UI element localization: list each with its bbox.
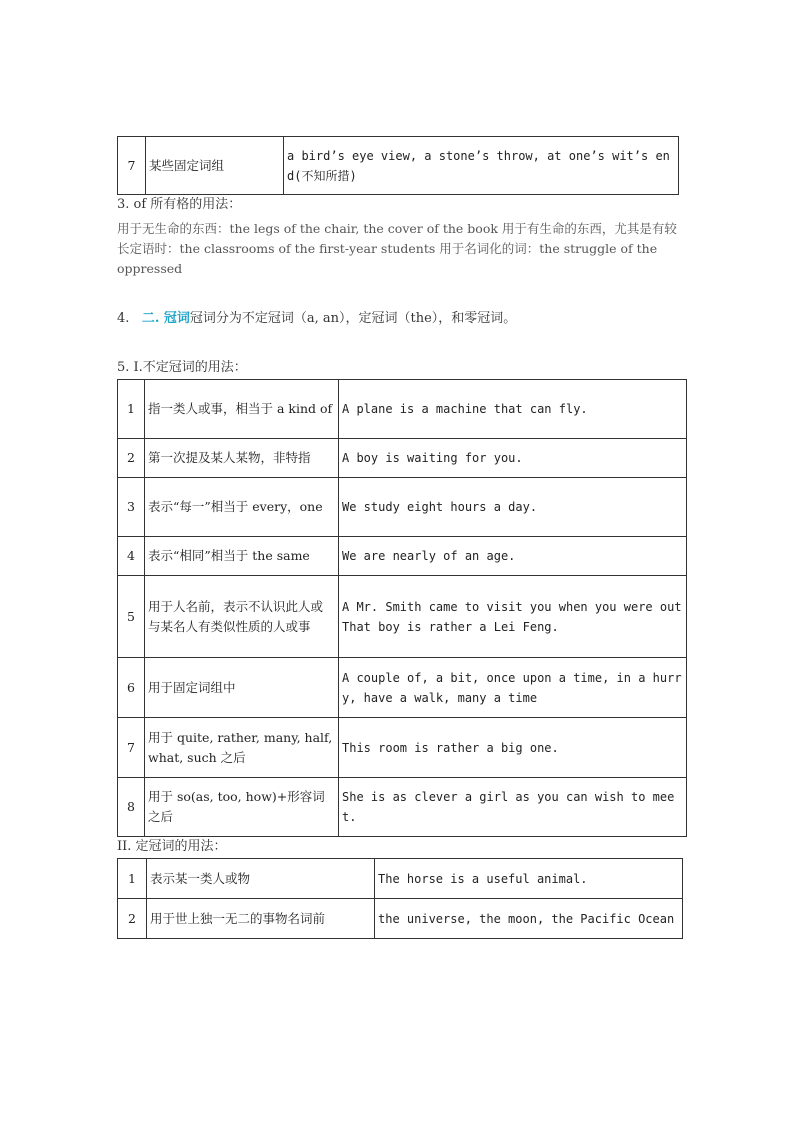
example-cell: A couple of, a bit, once upon a time, in a hurry, have a walk, many a time — [339, 658, 687, 718]
section-3-body: 用于无生命的东西：the legs of the chair, the cover of the book 用于有生命的东西，尤其是有较长定语时：the classrooms of the first-year students 用于名词化的词：the struggle of the oppressed — [117, 221, 677, 276]
definite-article-table — [117, 858, 683, 939]
table-row — [118, 658, 687, 718]
table-row — [118, 380, 687, 439]
table-row — [118, 899, 683, 939]
example-cell: a bird’s eye view, a stone’s throw, at one’s wit’s end(不知所措) — [284, 137, 679, 195]
row-number: 5 — [118, 576, 145, 658]
table-row — [118, 439, 687, 478]
table-row — [118, 478, 687, 537]
example-cell: We study eight hours a day. — [339, 478, 687, 537]
section-4-rest: 冠词分为不定冠词（a, an），定冠词（the），和零冠词。 — [189, 311, 517, 326]
usage-cell: 指一类人或事，相当于 a kind of — [145, 380, 339, 439]
usage-cell: 用于固定词组中 — [145, 658, 339, 718]
table-row — [118, 778, 687, 837]
usage-cell: 用于人名前，表示不认识此人或与某名人有类似性质的人或事 — [145, 576, 339, 658]
usage-cell: 表示“相同”相当于 the same — [145, 537, 339, 576]
usage-cell: 用于世上独一无二的事物名词前 — [147, 899, 375, 939]
usage-cell: 某些固定词组 — [146, 137, 284, 195]
row-number: 8 — [118, 778, 145, 837]
row-number: 4 — [118, 537, 145, 576]
section-4-highlight: 二. 冠词 — [141, 311, 190, 326]
row-number: 7 — [118, 718, 145, 778]
section-ii-heading: II. 定冠词的用法： — [117, 839, 227, 854]
table-row — [118, 859, 683, 899]
table-row — [118, 576, 687, 658]
usage-cell: 第一次提及某人某物，非特指 — [145, 439, 339, 478]
example-cell: A boy is waiting for you. — [339, 439, 687, 478]
fixed-phrase-table — [117, 136, 679, 195]
row-number: 1 — [118, 380, 145, 439]
example-cell: She is as clever a girl as you can wish to meet. — [339, 778, 687, 837]
example-cell: The horse is a useful animal. — [375, 859, 683, 899]
section-5-heading: 5. I.不定冠词的用法： — [117, 360, 247, 375]
table-row — [118, 537, 687, 576]
row-number: 3 — [118, 478, 145, 537]
section-4-line — [117, 309, 677, 329]
indefinite-article-table — [117, 379, 687, 837]
usage-cell: 表示某一类人或物 — [147, 859, 375, 899]
usage-cell: 用于 quite, rather, many, half, what, such 之后 — [145, 718, 339, 778]
section-4-number: 4. — [117, 311, 130, 326]
row-number: 2 — [118, 899, 147, 939]
row-number: 2 — [118, 439, 145, 478]
example-cell: We are nearly of an age. — [339, 537, 687, 576]
table-row — [118, 718, 687, 778]
usage-cell: 用于 so(as, too, how)+形容词之后 — [145, 778, 339, 837]
row-number: 1 — [118, 859, 147, 899]
example-cell: the universe, the moon, the Pacific Ocean — [375, 899, 683, 939]
row-number: 6 — [118, 658, 145, 718]
table-row — [118, 137, 679, 195]
row-number: 7 — [118, 137, 146, 195]
section-3-heading: 3. of 所有格的用法： — [117, 197, 242, 212]
example-cell: A Mr. Smith came to visit you when you were out That boy is rather a Lei Feng. — [339, 576, 687, 658]
example-cell: A plane is a machine that can fly. — [339, 380, 687, 439]
usage-cell: 表示“每一”相当于 every，one — [145, 478, 339, 537]
example-cell: This room is rather a big one. — [339, 718, 687, 778]
